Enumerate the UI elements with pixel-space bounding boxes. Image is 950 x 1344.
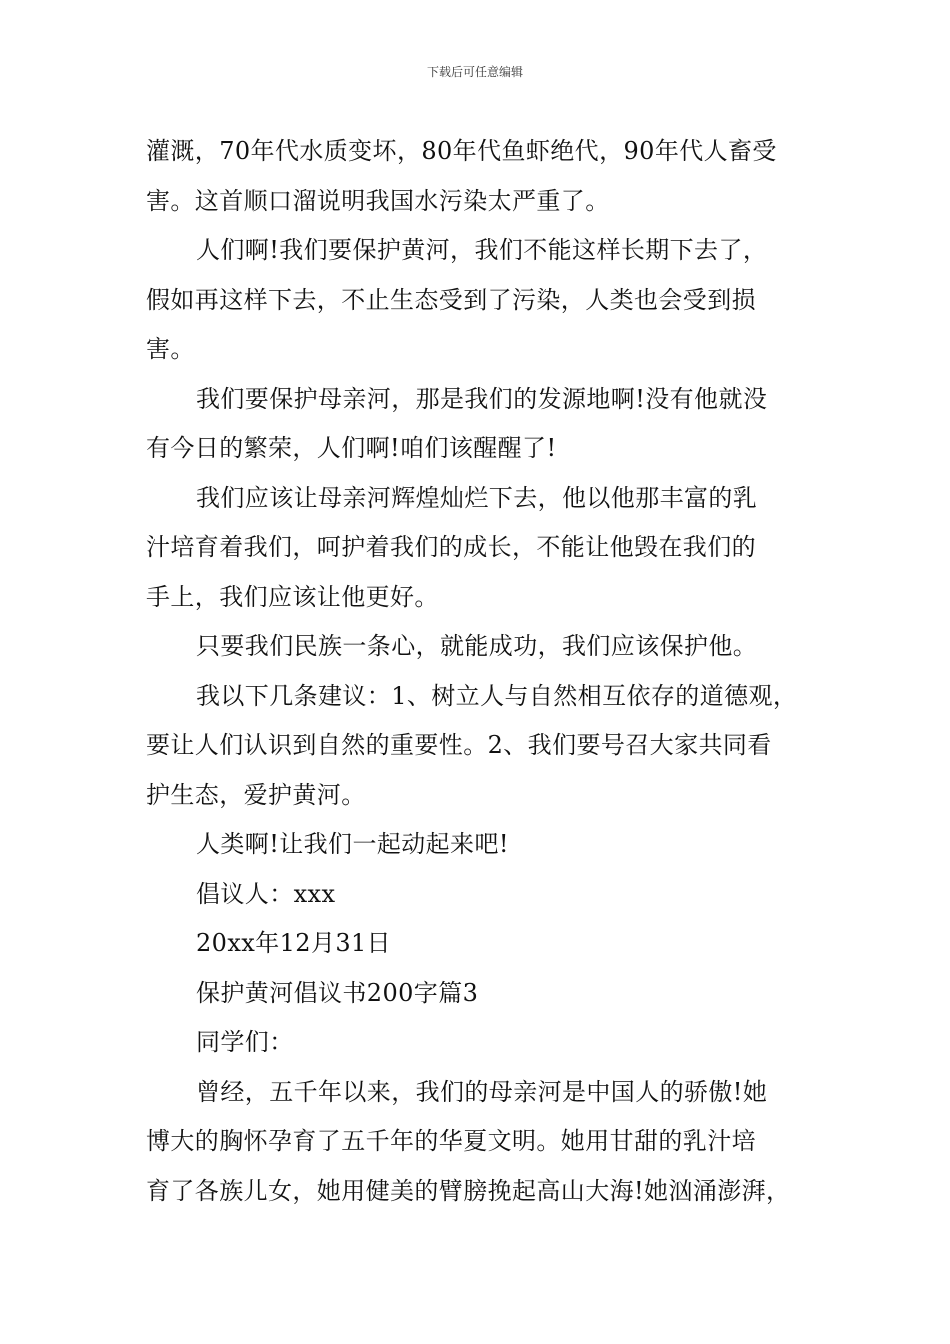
- date-line: [146, 919, 836, 969]
- text-line: 汁培育着我们，呵护着我们的成长，不能让他毁在我们的: [146, 533, 756, 561]
- text-line: 同学们：: [196, 1028, 294, 1056]
- paragraph-7: [146, 820, 836, 870]
- paragraph-3: [146, 375, 836, 474]
- page-header: 下载后可任意编辑: [426, 65, 523, 79]
- paragraph-6: [146, 672, 836, 821]
- paragraph-1: [146, 127, 836, 226]
- text-line: 要让人们认识到自然的重要性。2、我们要号召大家共同看: [146, 731, 772, 759]
- proposer-line: [146, 870, 836, 920]
- text-line: 博大的胸怀孕育了五千年的华夏文明。她用甘甜的乳汁培: [146, 1127, 756, 1155]
- text-line: 育了各族儿女，她用健美的臂膀挽起高山大海!她汹涌澎湃，: [146, 1176, 791, 1205]
- section-title: [146, 969, 836, 1019]
- text-line: 手上，我们应该让他更好。: [146, 582, 439, 611]
- text-line: 曾经，五千年以来，我们的母亲河是中国人的骄傲!她: [196, 1077, 768, 1106]
- text-line: 假如再这样下去，不止生态受到了污染，人类也会受到损: [146, 285, 756, 314]
- paragraph-4: [146, 474, 836, 623]
- text-line: 害。: [146, 335, 195, 363]
- text-line: 人们啊!我们要保护黄河，我们不能这样长期下去了，: [196, 236, 768, 264]
- text-line: 有今日的繁荣，人们啊!咱们该醒醒了!: [146, 434, 557, 462]
- text-line: 20xx年12月31日: [196, 929, 392, 957]
- text-line: 灌溉，70年代水质变坏，80年代鱼虾绝代，90年代人畜受: [146, 137, 777, 165]
- text-line: 我以下几条建议：1、树立人与自然相互依存的道德观，: [196, 681, 798, 710]
- text-line: 我们应该让母亲河辉煌灿烂下去，他以他那丰富的乳: [196, 483, 758, 512]
- text-line: 保护黄河倡议书200字篇3: [196, 978, 479, 1007]
- text-line: 我们要保护母亲河，那是我们的发源地啊!没有他就没: [196, 384, 768, 413]
- text-line: 人类啊!让我们一起动起来吧!: [196, 830, 509, 858]
- paragraph-2: [146, 226, 836, 375]
- text-line: 害。这首顺口溜说明我国水污染太严重了。: [146, 186, 610, 215]
- paragraph-5: [146, 622, 836, 672]
- paragraph-8: [146, 1068, 836, 1217]
- text-line: 护生态，爱护黄河。: [146, 780, 366, 809]
- salutation: [146, 1018, 836, 1068]
- document-body: [146, 127, 836, 1216]
- text-line: 倡议人：xxx: [196, 879, 336, 908]
- text-line: 只要我们民族一条心，就能成功，我们应该保护他。: [196, 632, 758, 660]
